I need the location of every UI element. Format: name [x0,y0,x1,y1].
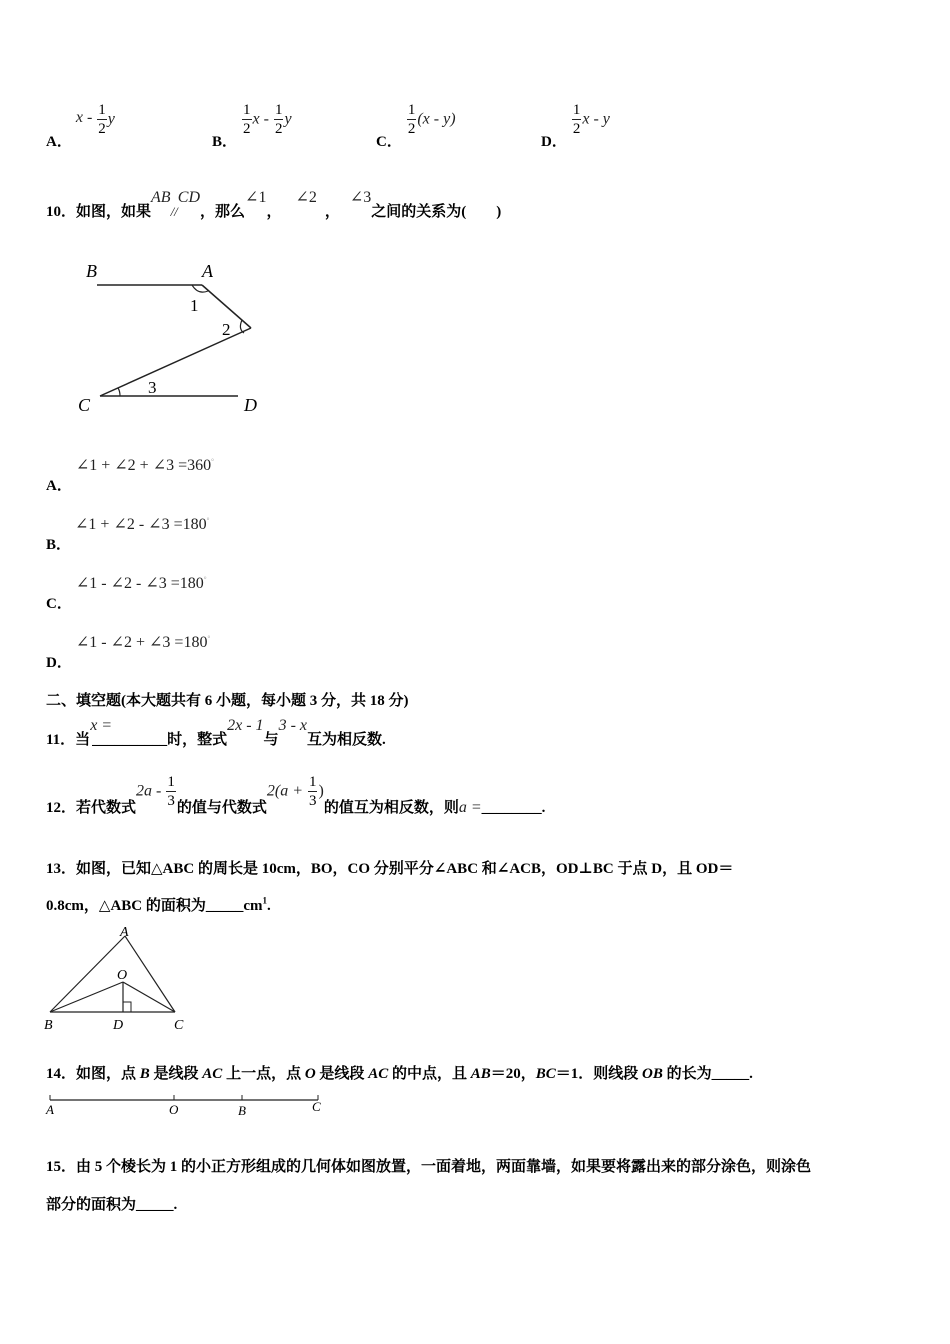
angle-label-1: 1 [190,296,199,315]
math-var: AC [368,1066,389,1082]
q13-line2 [46,894,271,915]
math-text: 2x - 1 [227,717,264,734]
question-text: 部分的面积为 [46,1197,137,1213]
math-text: ∠2 [295,189,317,206]
label-c: C [312,1099,321,1114]
question-text: ，那么 [200,204,246,220]
label-a: A [46,1102,54,1117]
q10-option-c [46,572,207,612]
fraction: $\frac{1}{3}$ [167,774,175,809]
q11 [46,714,386,748]
math-var: OB [642,1066,663,1082]
option-label: A． [46,478,72,494]
label-b: B [86,261,97,281]
answer-blank[interactable]: ________ [481,799,542,816]
label-b: B [238,1103,246,1118]
math-text: y [284,110,292,128]
question-text: 12．若代数式 [46,799,137,816]
q9-option-d [541,102,610,150]
q9-option-b [212,102,292,150]
question-text: ， [324,204,340,220]
label-a: A [202,261,213,281]
question-text: . [749,1066,753,1082]
label-o: O [117,968,128,983]
math-expression: ∠1 + ∠2 + ∠3 =360 [75,457,212,474]
question-text: 14．如图，点 [46,1066,140,1082]
superscript: 1 [262,895,268,906]
fraction: $\frac{1}{3}$ [308,774,317,809]
q10-figure [70,255,280,420]
question-text: 10．如图，如果 [46,204,152,220]
degree-mark: ° [206,516,210,525]
question-text: 上一点，点 [222,1066,305,1082]
section-heading: 二、填空题(本大题共有 6 小题，每小题 3 分，共 18 分) [46,693,409,709]
degree-mark: ° [207,634,211,643]
label-d: D [113,1018,124,1033]
math-text: 2a - [136,782,166,800]
degree-mark: ° [211,457,214,466]
math-text: AB [151,189,171,206]
question-text: 是线段 [315,1066,369,1082]
label-c: C [78,395,91,415]
q9-option-c [376,102,456,150]
question-text: ＝1．则线段 [555,1066,643,1082]
fraction: $\frac{1}{2}$ [572,102,581,137]
question-text: 是线段 [149,1066,203,1082]
math-text: x - y [582,110,610,128]
q13-figure [40,920,200,1035]
math-text: ∠1 [245,189,267,206]
fraction: $\frac{1}{2}$ [274,102,283,137]
option-label: D． [46,655,72,671]
answer-blank[interactable]: _____ [136,1197,174,1213]
math-text: ) [318,782,324,800]
math-expression: ∠1 - ∠2 + ∠3 =180 [75,634,208,651]
math-var: B [139,1066,150,1082]
question-text: 的长为 [662,1066,712,1082]
question-text: . [541,799,546,816]
label-a: A [120,925,129,940]
q14-figure [44,1092,334,1122]
question-text: 与 [263,732,279,748]
math-text: a = [458,798,482,816]
option-label: C． [376,133,402,150]
answer-blank[interactable]: _____ [711,1066,750,1082]
math-expression: ∠1 - ∠2 - ∠3 =180 [75,575,204,592]
label-d: D [244,395,257,415]
angle-label-2: 2 [222,320,231,339]
question-text: . [173,1197,178,1213]
math-text: (x - y) [417,110,456,128]
math-text: x = [90,717,113,734]
option-label: B． [212,133,238,150]
question-text: 的中点，且 [388,1066,471,1082]
option-label: C． [46,596,72,612]
q15-line1: 15．由 5 个棱长为 1 的小正方形组成的几何体如图放置，一面着地，两面靠墙，如果要将露出来的部分涂色，则涂色 [46,1159,812,1175]
math-text: CD [177,189,201,206]
q15-line2 [46,1193,177,1214]
fraction: $\frac{1}{2}$ [98,102,106,137]
question-text: 的值与代数式 [176,799,267,816]
question-text: 互为相反数. [307,732,386,748]
math-text: ∠3 [349,189,372,206]
math-text: 2(a + [266,782,307,800]
option-label: B． [46,537,72,553]
question-text: ＝20， [490,1066,536,1082]
question-text: . [267,898,271,914]
option-label: D． [541,133,567,150]
fraction: $\frac{1}{2}$ [407,102,416,137]
math-text: 3 - x [278,717,307,734]
question-text: 11．当 [46,732,91,748]
math-text: x - [252,110,273,128]
answer-blank[interactable]: _____ [205,898,244,914]
q12 [46,774,546,816]
question-text: 之间的关系为( ) [371,204,502,220]
q10-option-b [46,513,210,553]
label-c: C [174,1018,184,1033]
answer-blank[interactable]: __________ [92,732,168,748]
option-label: A． [46,133,72,150]
math-var: AB [470,1066,491,1082]
label-o: O [169,1102,179,1117]
question-text: ， [266,204,282,220]
math-var: BC [535,1066,556,1082]
math-var: AC [202,1066,223,1082]
q10-option-d [46,631,211,671]
math-text: y [107,110,115,128]
q10-option-a [46,454,214,494]
fraction: $\frac{1}{2}$ [243,102,251,137]
degree-mark: ° [203,575,207,584]
parallel-symbol: // [170,204,178,219]
math-expression: ∠1 + ∠2 - ∠3 =180 [75,516,207,533]
label-b: B [44,1018,53,1033]
question-text: 时，整式 [167,732,228,748]
math-var: O [304,1066,316,1082]
q10-stem [46,186,502,220]
q13-line1: 13．如图，已知△ABC 的周长是 10cm，BO，CO 分别平分∠ABC 和∠ACB，OD⊥BC 于点 D，且 OD＝ [46,861,734,877]
angle-label-3: 3 [148,378,157,397]
q9-option-a [46,102,115,150]
question-text: 的值互为相反数，则 [323,799,459,816]
math-text: x - [75,108,97,126]
q14-stem [46,1062,753,1083]
question-text: 0.8cm，△ABC 的面积为 [46,898,206,914]
unit-text: cm [243,898,263,914]
